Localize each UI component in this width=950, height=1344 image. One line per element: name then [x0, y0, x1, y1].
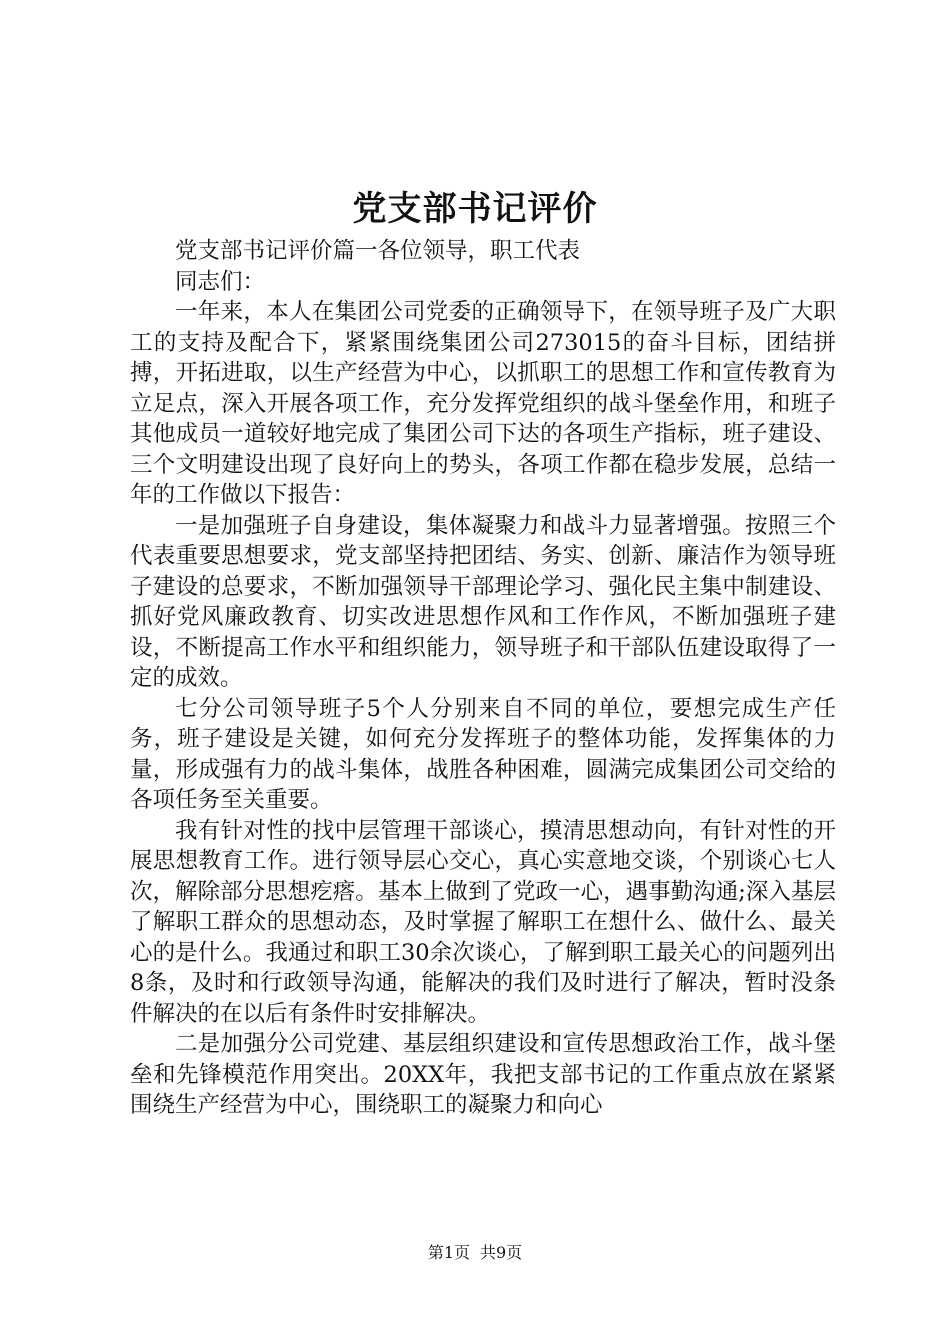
document-body [130, 236, 836, 1121]
page-number: 第1页 [427, 1243, 470, 1262]
paragraph: 七分公司领导班子5个人分别来自不同的单位，要想完成生产任务，班子建设是关键，如何充分发挥班子的整体功能，发挥集体的力量，形成强有力的战斗集体，战胜各种困难，圆满完成集团公司交给的各项任务至关重要。 [130, 695, 836, 813]
paragraph: 二是加强分公司党建、基层组织建设和宣传思想政治工作，战斗堡垒和先锋模范作用突出。20XX年，我把支部书记的工作重点放在紧紧围绕生产经营为中心，围绕职工的凝聚力和向心 [130, 1031, 836, 1118]
paragraph: 一年来，本人在集团公司党委的正确领导下，在领导班子及广大职工的支持及配合下，紧紧围绕集团公司273015的奋斗目标，团结拼搏，开拓进取，以生产经营为中心，以抓职工的思想工作和宣传教育为立足点，深入开展各项工作，充分发挥党组织的战斗堡垒作用，和班子其他成员一道较好地完成了集团公司下达的各项生产指标，班子建设、三个文明建设出现了良好向上的势头，各项工作都在稳步发展，总结一年的工作做以下报告： [130, 299, 836, 508]
paragraph: 我有针对性的找中层管理干部谈心，摸清思想动向，有针对性的开展思想教育工作。进行领导层心交心，真心实意地交谈，个别谈心七人次，解除部分思想疙瘩。基本上做到了党政一心，遇事勤沟通;深入基层了解职工群众的思想动态，及时掌握了解职工在想什么、做什么、最关心的是什么。我通过和职工30余次谈心，了解到职工最关心的问题列出8条，及时和行政领导沟通，能解决的我们及时进行了解决，暂时没条件解决的在以后有条件时安排解决。 [130, 817, 836, 1027]
page-footer [0, 1242, 950, 1264]
document-title: 党支部书记评价 [352, 189, 598, 229]
page-total: 共9页 [480, 1243, 523, 1262]
paragraph: 同志们： [175, 268, 266, 295]
paragraph: 党支部书记评价篇一各位领导，职工代表 [175, 238, 581, 264]
paragraph: 一是加强班子自身建设，集体凝聚力和战斗力显著增强。按照三个代表重要思想要求，党支部坚持把团结、务实、创新、廉洁作为领导班子建设的总要求，不断加强领导干部理论学习、强化民主集中制建设、抓好党风廉政教育、切实改进思想作风和工作作风，不断加强班子建设，不断提高工作水平和组织能力，领导班子和干部队伍建设取得了一定的成效。 [130, 512, 836, 691]
